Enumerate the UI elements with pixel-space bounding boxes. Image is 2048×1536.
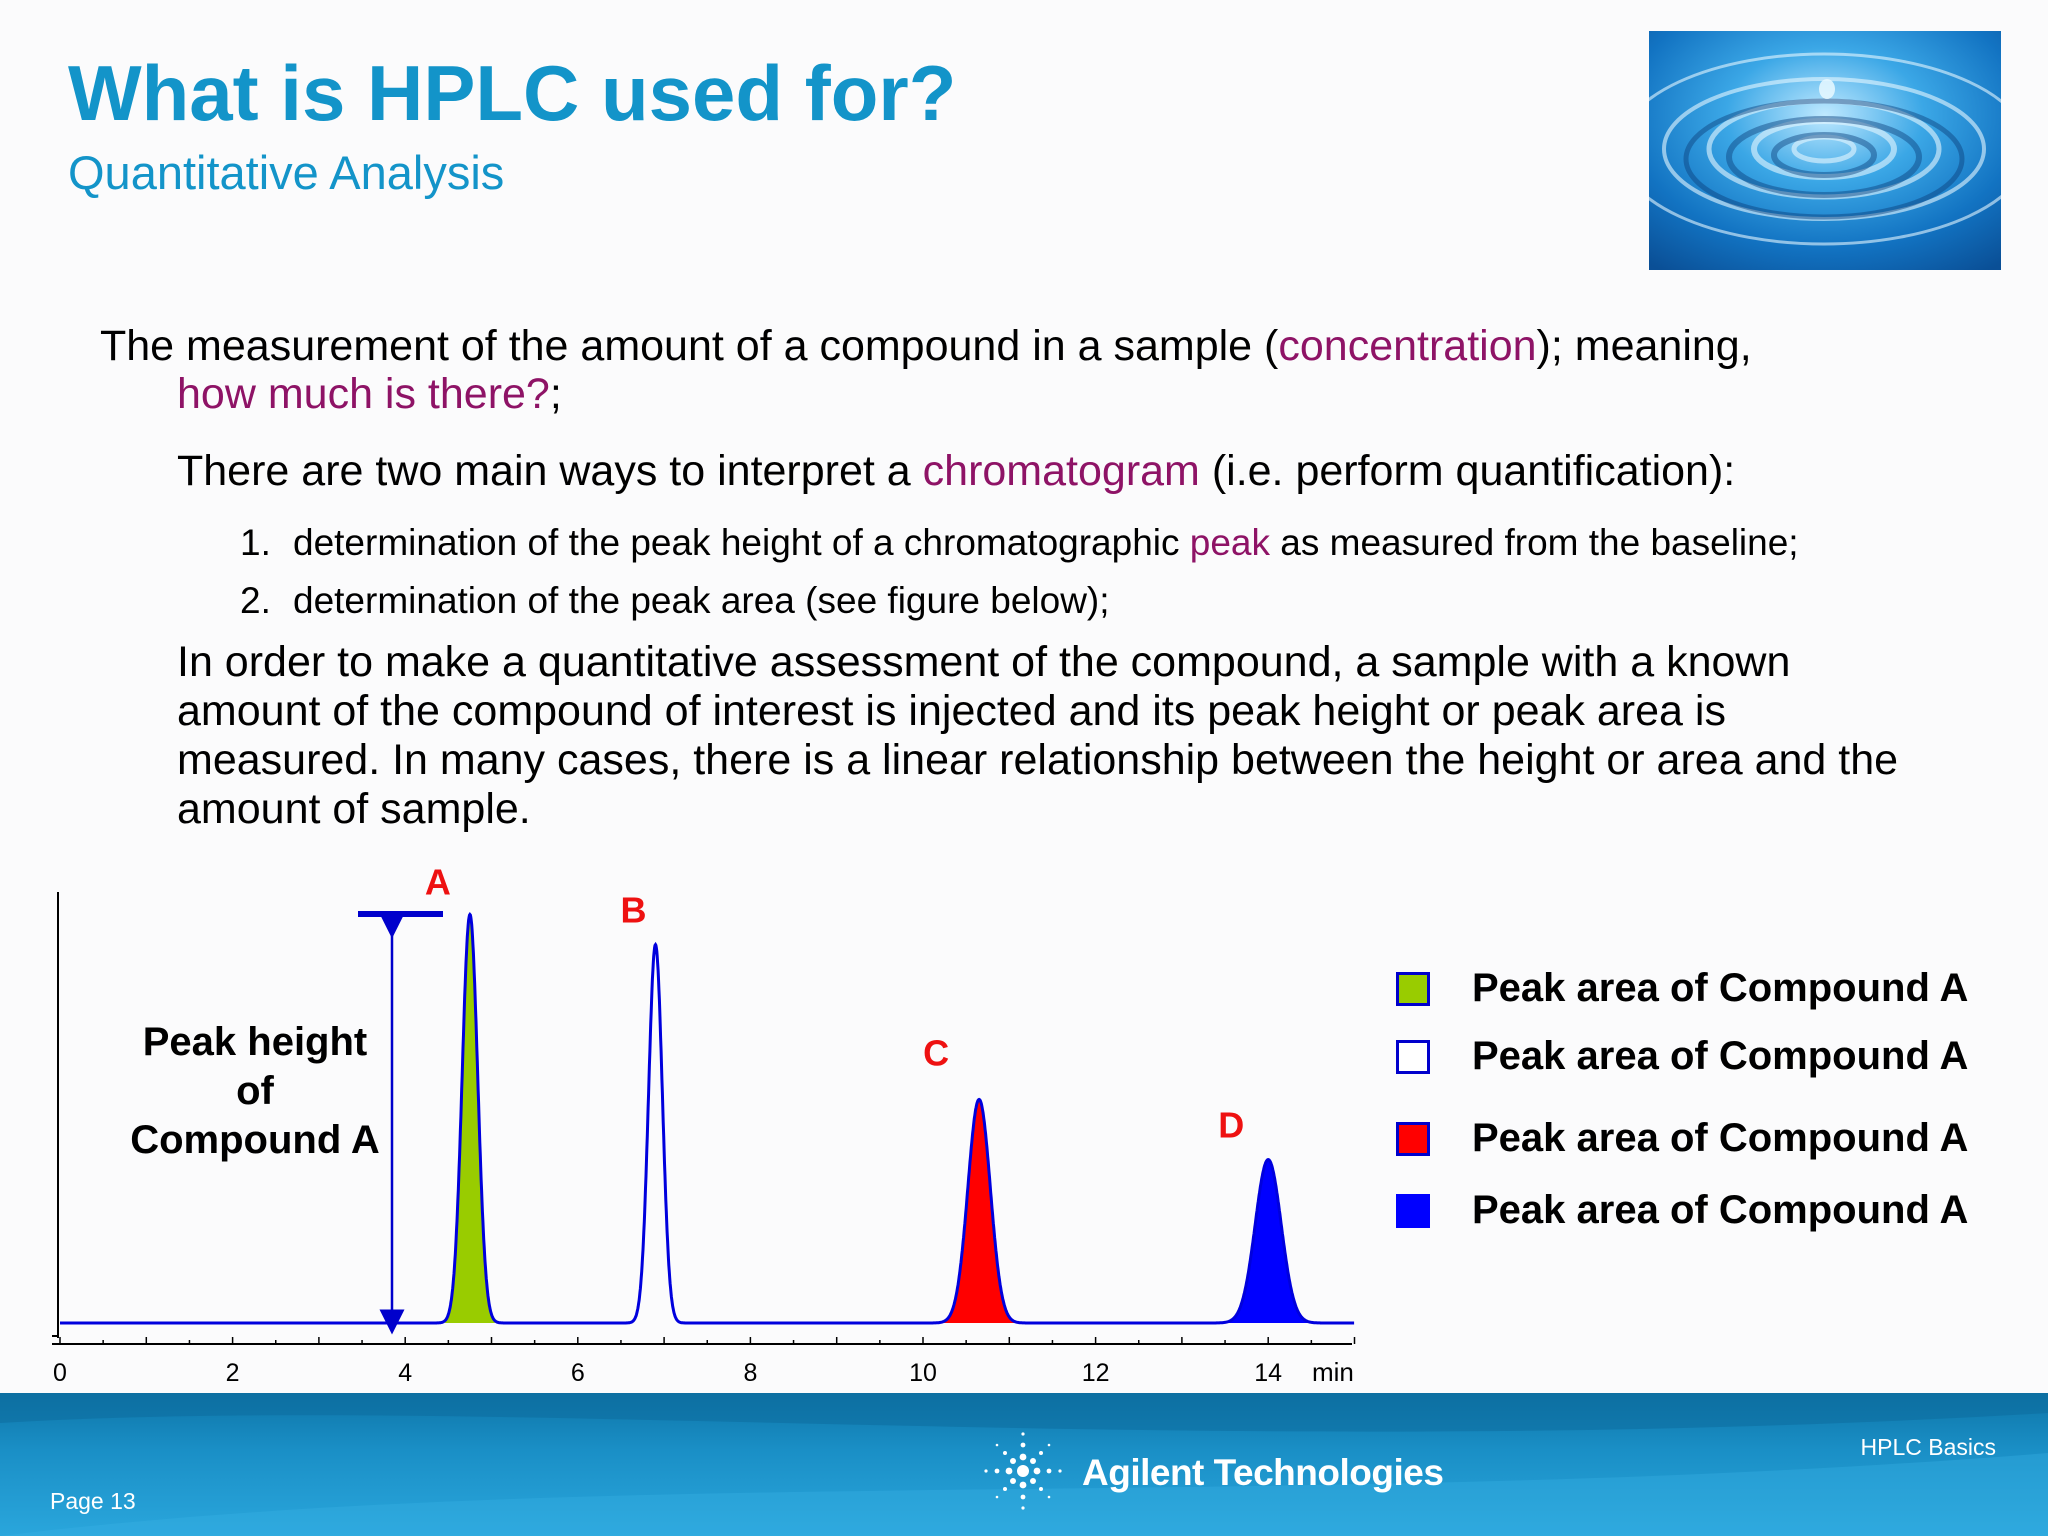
x-tick-label: 14	[1254, 1359, 1283, 1387]
x-tick-label: 4	[398, 1359, 413, 1387]
page-subtitle: Quantitative Analysis	[68, 146, 505, 199]
legend-label: Peak area of Compound A	[1472, 1116, 1969, 1160]
peak-area-C	[943, 1099, 1015, 1323]
x-tick-label: 8	[743, 1359, 758, 1387]
paragraph-two-ways	[177, 447, 1735, 496]
list-text: determination of the peak area (see figure below);	[293, 580, 1110, 621]
deck-title: HPLC Basics	[1860, 1434, 1996, 1460]
two-ways-text-2: (i.e. perform quantification):	[1199, 447, 1736, 495]
legend-swatch-red	[1396, 1122, 1430, 1156]
x-tick-label: 12	[1081, 1359, 1110, 1387]
x-tick-label: 2	[225, 1359, 240, 1387]
peak-height-label-line: Compound A	[130, 1118, 380, 1162]
two-ways-text-1: There are two main ways to interpret a	[177, 447, 923, 495]
peak-height-label-line: of	[236, 1069, 274, 1113]
x-tick-label: 10	[909, 1359, 937, 1387]
paragraph-quantitative: In order to make a quantitative assessment of the compound, a sample with a known amount of the compound of interest is injected and its peak height or peak area is measured. In many cases, there is a linear relationship between the height or area and the amount of sample.	[177, 638, 1899, 833]
intro-highlight-how-much: how much is there?	[177, 370, 550, 418]
list-item	[240, 522, 1799, 564]
peak-label-C: C	[923, 1032, 950, 1074]
legend-label: Peak area of Compound A	[1472, 1034, 1969, 1078]
intro-highlight-concentration: concentration	[1278, 322, 1537, 370]
brand-name: Agilent Technologies	[1082, 1452, 1444, 1493]
legend-label: Peak area of Compound A	[1472, 966, 1969, 1010]
two-ways-highlight-chromatogram: chromatogram	[922, 447, 1200, 495]
peak-area-D	[1227, 1160, 1310, 1323]
legend-label: Peak area of Compound A	[1472, 1188, 1969, 1232]
intro-text-2: ); meaning,	[1536, 322, 1752, 370]
list-highlight-peak: peak	[1189, 522, 1271, 563]
page-title: What is HPLC used for?	[68, 49, 957, 137]
x-tick-label: 6	[570, 1359, 585, 1387]
page-number: Page 13	[50, 1488, 136, 1514]
peak-label-A: A	[424, 861, 451, 903]
paragraph-intro	[100, 322, 1980, 371]
x-tick-label: 0	[53, 1359, 67, 1387]
peak-area-A	[445, 915, 495, 1324]
agilent-spark-icon	[982, 1430, 1064, 1512]
list-item	[240, 580, 1110, 622]
x-axis-unit-label: min	[1312, 1357, 1354, 1387]
peak-label-B: B	[620, 889, 647, 931]
water-droplet-image	[1649, 31, 2001, 270]
legend-swatch-white	[1396, 1040, 1430, 1074]
peak-height-label-line: Peak height	[142, 1020, 368, 1064]
paragraph-intro-continued	[177, 370, 562, 419]
list-text: determination of the peak height of a chromatographic	[293, 522, 1190, 563]
list-text-end: as measured from the baseline;	[1270, 522, 1799, 563]
list-number: 1.	[240, 522, 271, 563]
peak-label-D: D	[1218, 1104, 1245, 1146]
legend-swatch-green	[1396, 972, 1430, 1006]
intro-text-3: ;	[549, 370, 562, 418]
legend-swatch-blue	[1396, 1194, 1430, 1228]
intro-text-1: The measurement of the amount of a compound in a sample (	[100, 322, 1279, 370]
list-number: 2.	[240, 580, 271, 621]
peak-height-label	[120, 1018, 390, 1165]
